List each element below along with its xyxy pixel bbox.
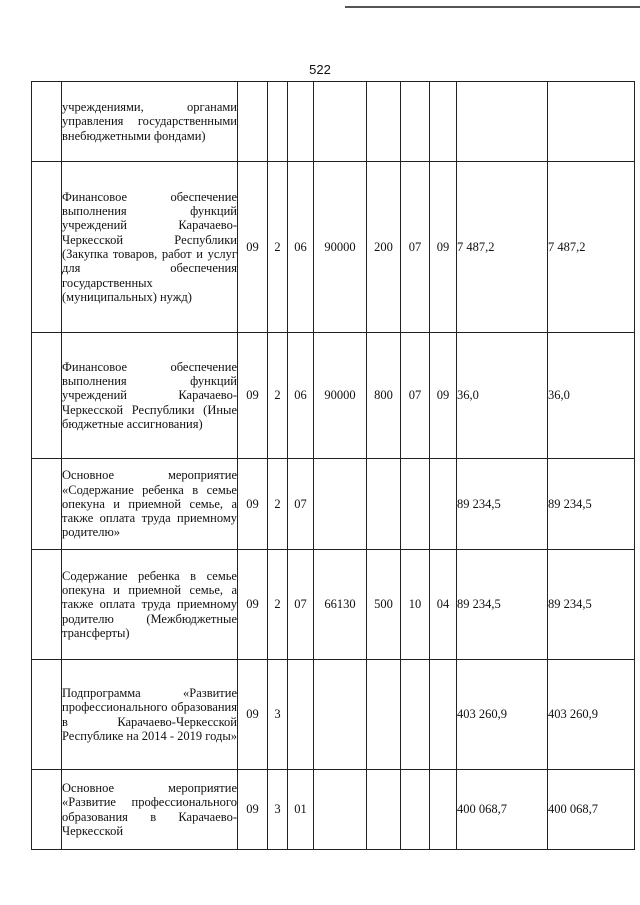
amount-1: 36,0 xyxy=(457,333,548,459)
direction-code: 66130 xyxy=(314,550,367,660)
amount-1 xyxy=(457,82,548,162)
subprogram-code: 2 xyxy=(268,459,288,550)
table-row xyxy=(32,550,635,660)
expense-type-code xyxy=(367,82,401,162)
direction-code xyxy=(314,770,367,850)
program-code: 09 xyxy=(238,162,268,333)
section-code xyxy=(401,770,430,850)
program-code: 09 xyxy=(238,550,268,660)
subsection-code xyxy=(430,660,457,770)
subprogram-code: 3 xyxy=(268,770,288,850)
row-description: Содержание ребенка в семье опекуна и приемной семье, а также оплата труда приемному родителю (Межбюджетные трансферты) xyxy=(62,550,238,660)
subsection-code xyxy=(430,82,457,162)
blank-cell xyxy=(32,550,62,660)
section-code xyxy=(401,459,430,550)
row-description: Финансовое обеспечение выполнения функций учреждений Карачаево-Черкесской Республики (Иные бюджетные ассигнования) xyxy=(62,333,238,459)
table-row xyxy=(32,459,635,550)
amount-1: 400 068,7 xyxy=(457,770,548,850)
subprogram-code: 2 xyxy=(268,162,288,333)
row-description: Основное мероприятие «Развитие профессионального образования в Карачаево-Черкесской xyxy=(62,770,238,850)
section-code xyxy=(401,660,430,770)
direction-code xyxy=(314,660,367,770)
row-description: Подпрограмма «Развитие профессионального образования в Карачаево-Черкесской Республике на 2014 - 2019 годы» xyxy=(62,660,238,770)
section-code: 10 xyxy=(401,550,430,660)
subprogram-code: 2 xyxy=(268,333,288,459)
program-code: 09 xyxy=(238,660,268,770)
section-code: 07 xyxy=(401,333,430,459)
expense-type-code xyxy=(367,660,401,770)
expense-type-code: 200 xyxy=(367,162,401,333)
table-row xyxy=(32,82,635,162)
blank-cell xyxy=(32,459,62,550)
subprogram-code: 2 xyxy=(268,550,288,660)
subsection-code: 04 xyxy=(430,550,457,660)
amount-1: 403 260,9 xyxy=(457,660,548,770)
table-row xyxy=(32,333,635,459)
page-number: 522 xyxy=(309,62,331,77)
amount-1: 7 487,2 xyxy=(457,162,548,333)
main-activity-code: 06 xyxy=(288,333,314,459)
amount-1: 89 234,5 xyxy=(457,459,548,550)
amount-2: 7 487,2 xyxy=(548,162,635,333)
section-code: 07 xyxy=(401,162,430,333)
section-code xyxy=(401,82,430,162)
expense-type-code xyxy=(367,770,401,850)
subprogram-code xyxy=(268,82,288,162)
main-activity-code: 07 xyxy=(288,550,314,660)
blank-cell xyxy=(32,770,62,850)
program-code: 09 xyxy=(238,459,268,550)
row-description: Финансовое обеспечение выполнения функций учреждений Карачаево-Черкесской Республики (Закупка товаров, работ и услуг для обеспечения государственных (муниципальных) нужд) xyxy=(62,162,238,333)
row-description: учреждениями, органами управления государственными внебюджетными фондами) xyxy=(62,82,238,162)
program-code xyxy=(238,82,268,162)
main-activity-code xyxy=(288,660,314,770)
direction-code xyxy=(314,82,367,162)
blank-cell xyxy=(32,660,62,770)
table-row xyxy=(32,162,635,333)
table-row xyxy=(32,660,635,770)
subsection-code xyxy=(430,770,457,850)
subsection-code xyxy=(430,459,457,550)
subprogram-code: 3 xyxy=(268,660,288,770)
blank-cell xyxy=(32,333,62,459)
main-activity-code: 01 xyxy=(288,770,314,850)
direction-code xyxy=(314,459,367,550)
main-activity-code: 06 xyxy=(288,162,314,333)
direction-code: 90000 xyxy=(314,333,367,459)
amount-2: 89 234,5 xyxy=(548,550,635,660)
main-activity-code xyxy=(288,82,314,162)
subsection-code: 09 xyxy=(430,333,457,459)
expense-type-code: 800 xyxy=(367,333,401,459)
amount-2: 403 260,9 xyxy=(548,660,635,770)
program-code: 09 xyxy=(238,770,268,850)
expense-type-code: 500 xyxy=(367,550,401,660)
blank-cell xyxy=(32,82,62,162)
row-description: Основное мероприятие «Содержание ребенка в семье опекуна и приемной семье, а также оплата труда приемному родителю» xyxy=(62,459,238,550)
amount-2: 36,0 xyxy=(548,333,635,459)
scan-top-line xyxy=(345,6,640,8)
amount-2 xyxy=(548,82,635,162)
table-row xyxy=(32,770,635,850)
expense-type-code xyxy=(367,459,401,550)
amount-1: 89 234,5 xyxy=(457,550,548,660)
main-activity-code: 07 xyxy=(288,459,314,550)
program-code: 09 xyxy=(238,333,268,459)
subsection-code: 09 xyxy=(430,162,457,333)
amount-2: 89 234,5 xyxy=(548,459,635,550)
budget-table xyxy=(31,81,635,850)
direction-code: 90000 xyxy=(314,162,367,333)
blank-cell xyxy=(32,162,62,333)
amount-2: 400 068,7 xyxy=(548,770,635,850)
